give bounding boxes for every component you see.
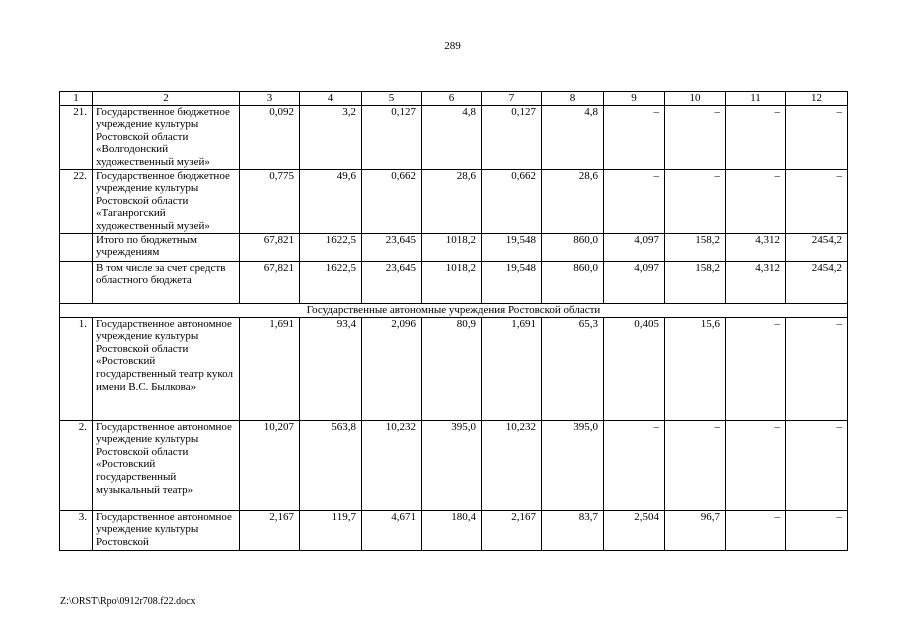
row-number xyxy=(60,233,93,261)
subtotal-row xyxy=(60,261,848,303)
value-cell: 0,405 xyxy=(604,317,665,420)
institution-name: Государственное автономное учреждение культуры Ростовской xyxy=(93,510,240,550)
value-cell: 1622,5 xyxy=(300,261,362,303)
value-cell: 1018,2 xyxy=(422,261,482,303)
value-cell: – xyxy=(726,420,786,510)
value-cell: 0,662 xyxy=(482,169,542,233)
value-cell: 180,4 xyxy=(422,510,482,550)
header-cell: 12 xyxy=(786,92,848,106)
value-cell: 10,232 xyxy=(482,420,542,510)
header-cell: 1 xyxy=(60,92,93,106)
value-cell: 0,092 xyxy=(240,105,300,169)
value-cell: 80,9 xyxy=(422,317,482,420)
value-cell: 23,645 xyxy=(362,233,422,261)
table-row xyxy=(60,105,848,169)
value-cell: 1622,5 xyxy=(300,233,362,261)
value-cell: 10,232 xyxy=(362,420,422,510)
value-cell: – xyxy=(786,510,848,550)
value-cell: 1,691 xyxy=(240,317,300,420)
value-cell: – xyxy=(726,105,786,169)
value-cell: 83,7 xyxy=(542,510,604,550)
value-cell: – xyxy=(604,105,665,169)
institution-name: Государственное бюджетное учреждение культуры Ростовской области «Таганрогский художественный музей» xyxy=(93,169,240,233)
value-cell: – xyxy=(786,317,848,420)
row-number xyxy=(60,261,93,303)
header-cell: 6 xyxy=(422,92,482,106)
page-number: 289 xyxy=(444,40,461,52)
value-cell: 3,2 xyxy=(300,105,362,169)
header-cell: 3 xyxy=(240,92,300,106)
value-cell: 67,821 xyxy=(240,261,300,303)
header-cell: 5 xyxy=(362,92,422,106)
header-cell: 9 xyxy=(604,92,665,106)
value-cell: 4,8 xyxy=(542,105,604,169)
header-cell: 11 xyxy=(726,92,786,106)
value-cell: 4,671 xyxy=(362,510,422,550)
value-cell: 1,691 xyxy=(482,317,542,420)
subtotal-label: В том числе за счет средств областного бюджета xyxy=(93,261,240,303)
header-cell: 8 xyxy=(542,92,604,106)
total-row xyxy=(60,233,848,261)
row-number: 3. xyxy=(60,510,93,550)
value-cell: 2,096 xyxy=(362,317,422,420)
value-cell: – xyxy=(726,169,786,233)
institution-name: Государственное бюджетное учреждение культуры Ростовской области «Волгодонский художественный музей» xyxy=(93,105,240,169)
row-number: 1. xyxy=(60,317,93,420)
value-cell: – xyxy=(726,510,786,550)
value-cell: 2,167 xyxy=(240,510,300,550)
value-cell: 0,127 xyxy=(482,105,542,169)
value-cell: 2,504 xyxy=(604,510,665,550)
data-table xyxy=(59,91,848,551)
header-cell: 4 xyxy=(300,92,362,106)
value-cell: 0,662 xyxy=(362,169,422,233)
value-cell: 19,548 xyxy=(482,261,542,303)
header-cell: 10 xyxy=(665,92,726,106)
value-cell: – xyxy=(665,420,726,510)
value-cell: 10,207 xyxy=(240,420,300,510)
value-cell: 158,2 xyxy=(665,261,726,303)
value-cell: 93,4 xyxy=(300,317,362,420)
institution-name: Государственное автономное учреждение культуры Ростовской области «Ростовский государственный музыкальный театр» xyxy=(93,420,240,510)
value-cell: – xyxy=(604,169,665,233)
value-cell: 0,775 xyxy=(240,169,300,233)
footer-file-path: Z:\ORST\Rpo\0912r708.f22.docx xyxy=(60,596,196,607)
value-cell: – xyxy=(665,169,726,233)
value-cell: 860,0 xyxy=(542,261,604,303)
value-cell: 2454,2 xyxy=(786,233,848,261)
value-cell: 96,7 xyxy=(665,510,726,550)
value-cell: – xyxy=(665,105,726,169)
table-row xyxy=(60,510,848,550)
value-cell: 4,312 xyxy=(726,233,786,261)
value-cell: 395,0 xyxy=(422,420,482,510)
value-cell: 67,821 xyxy=(240,233,300,261)
value-cell: 19,548 xyxy=(482,233,542,261)
value-cell: – xyxy=(786,169,848,233)
total-label: Итого по бюджетным учреждениям xyxy=(93,233,240,261)
value-cell: 49,6 xyxy=(300,169,362,233)
value-cell: 65,3 xyxy=(542,317,604,420)
value-cell: 1018,2 xyxy=(422,233,482,261)
section-row xyxy=(60,303,848,317)
value-cell: 119,7 xyxy=(300,510,362,550)
header-row xyxy=(60,92,848,106)
header-cell: 7 xyxy=(482,92,542,106)
value-cell: 4,8 xyxy=(422,105,482,169)
table-row xyxy=(60,317,848,420)
value-cell: 4,312 xyxy=(726,261,786,303)
institution-name: Государственное автономное учреждение культуры Ростовской области «Ростовский государственный театр кукол имени В.С. Былкова» xyxy=(93,317,240,420)
value-cell: 563,8 xyxy=(300,420,362,510)
value-cell: 0,127 xyxy=(362,105,422,169)
value-cell: 15,6 xyxy=(665,317,726,420)
header-cell: 2 xyxy=(93,92,240,106)
value-cell: – xyxy=(786,420,848,510)
table-row xyxy=(60,420,848,510)
value-cell: 28,6 xyxy=(422,169,482,233)
row-number: 21. xyxy=(60,105,93,169)
value-cell: 28,6 xyxy=(542,169,604,233)
value-cell: 2,167 xyxy=(482,510,542,550)
row-number: 22. xyxy=(60,169,93,233)
row-number: 2. xyxy=(60,420,93,510)
value-cell: – xyxy=(786,105,848,169)
value-cell: 4,097 xyxy=(604,261,665,303)
value-cell: 860,0 xyxy=(542,233,604,261)
value-cell: 4,097 xyxy=(604,233,665,261)
value-cell: 158,2 xyxy=(665,233,726,261)
value-cell: – xyxy=(604,420,665,510)
table-row xyxy=(60,169,848,233)
value-cell: 23,645 xyxy=(362,261,422,303)
value-cell: – xyxy=(726,317,786,420)
value-cell: 395,0 xyxy=(542,420,604,510)
value-cell: 2454,2 xyxy=(786,261,848,303)
section-title: Государственные автономные учреждения Ростовской области xyxy=(60,303,848,317)
